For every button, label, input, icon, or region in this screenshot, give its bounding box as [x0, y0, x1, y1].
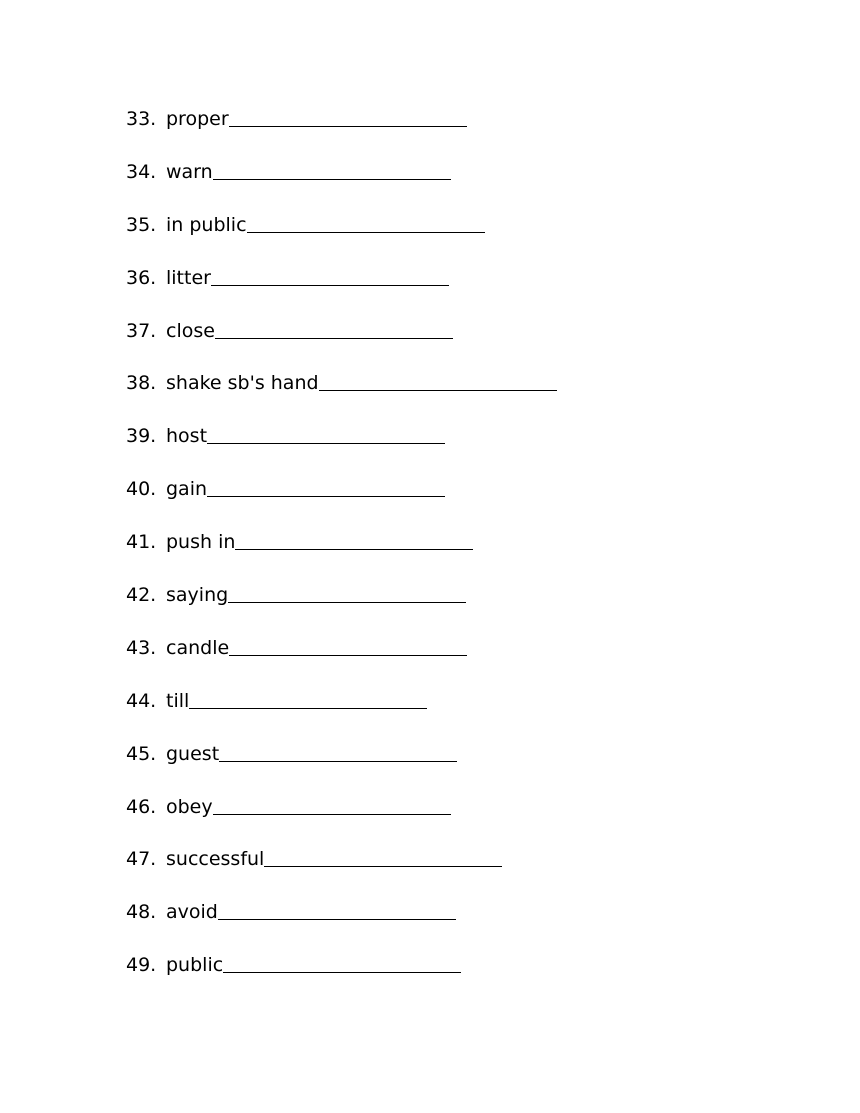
item-number: 33.: [126, 108, 157, 130]
item-number: 48.: [126, 901, 157, 924]
item-term: candle: [166, 636, 230, 659]
list-item: [126, 952, 557, 1005]
list-item: [126, 106, 557, 159]
list-item: [126, 899, 557, 952]
item-term: saying: [166, 584, 229, 607]
answer-blank[interactable]: [213, 794, 451, 815]
answer-blank[interactable]: [189, 688, 427, 709]
item-term: shake sb's hand: [166, 372, 319, 395]
answer-blank[interactable]: [228, 582, 466, 603]
list-item: [126, 529, 557, 582]
item-term: successful: [166, 848, 265, 871]
item-number: 44.: [126, 689, 157, 712]
item-term: warn: [166, 160, 213, 183]
item-number: 35.: [126, 213, 157, 236]
answer-blank[interactable]: [264, 846, 502, 867]
list-item: [126, 688, 557, 741]
list-item: [126, 635, 557, 688]
item-number: 49.: [126, 954, 157, 977]
item-term: guest: [166, 742, 220, 765]
item-number: 45.: [126, 742, 157, 765]
item-number: 46.: [126, 795, 157, 818]
list-item: [126, 370, 557, 423]
item-term: avoid: [166, 901, 218, 924]
item-term: host: [166, 425, 208, 448]
list-item: [126, 159, 557, 212]
item-number: 47.: [126, 848, 157, 871]
item-term: public: [166, 954, 224, 977]
answer-blank[interactable]: [207, 423, 445, 444]
item-term: till: [166, 689, 190, 712]
item-number: 43.: [126, 636, 157, 659]
item-term: close: [166, 319, 215, 342]
item-term: obey: [166, 795, 213, 818]
answer-blank[interactable]: [219, 741, 457, 762]
list-item: [126, 212, 557, 265]
answer-blank[interactable]: [229, 106, 467, 127]
list-item: [126, 794, 557, 847]
list-item: [126, 741, 557, 794]
item-number: 40.: [126, 478, 157, 501]
answer-blank[interactable]: [213, 159, 451, 180]
list-item: [126, 476, 557, 529]
answer-blank[interactable]: [319, 370, 557, 391]
item-number: 36.: [126, 266, 157, 289]
item-number: 41.: [126, 531, 157, 554]
item-term: proper: [166, 108, 229, 130]
item-term: in public: [166, 213, 247, 236]
list-item: [126, 318, 557, 371]
answer-blank[interactable]: [223, 952, 461, 973]
answer-blank[interactable]: [211, 265, 449, 286]
list-item: [126, 582, 557, 635]
item-term: litter: [166, 266, 211, 289]
answer-blank[interactable]: [218, 899, 456, 920]
answer-blank[interactable]: [235, 529, 473, 550]
item-number: 42.: [126, 584, 157, 607]
list-item: [126, 846, 557, 899]
list-item: [126, 265, 557, 318]
list-item: [126, 423, 557, 476]
item-number: 38.: [126, 372, 157, 395]
item-number: 34.: [126, 160, 157, 183]
item-number: 37.: [126, 319, 157, 342]
answer-blank[interactable]: [215, 318, 453, 339]
answer-blank[interactable]: [207, 476, 445, 497]
answer-blank[interactable]: [247, 212, 485, 233]
item-term: gain: [166, 478, 208, 501]
item-number: 39.: [126, 425, 157, 448]
vocabulary-list: [126, 106, 557, 1005]
answer-blank[interactable]: [229, 635, 467, 656]
item-term: push in: [166, 531, 236, 554]
